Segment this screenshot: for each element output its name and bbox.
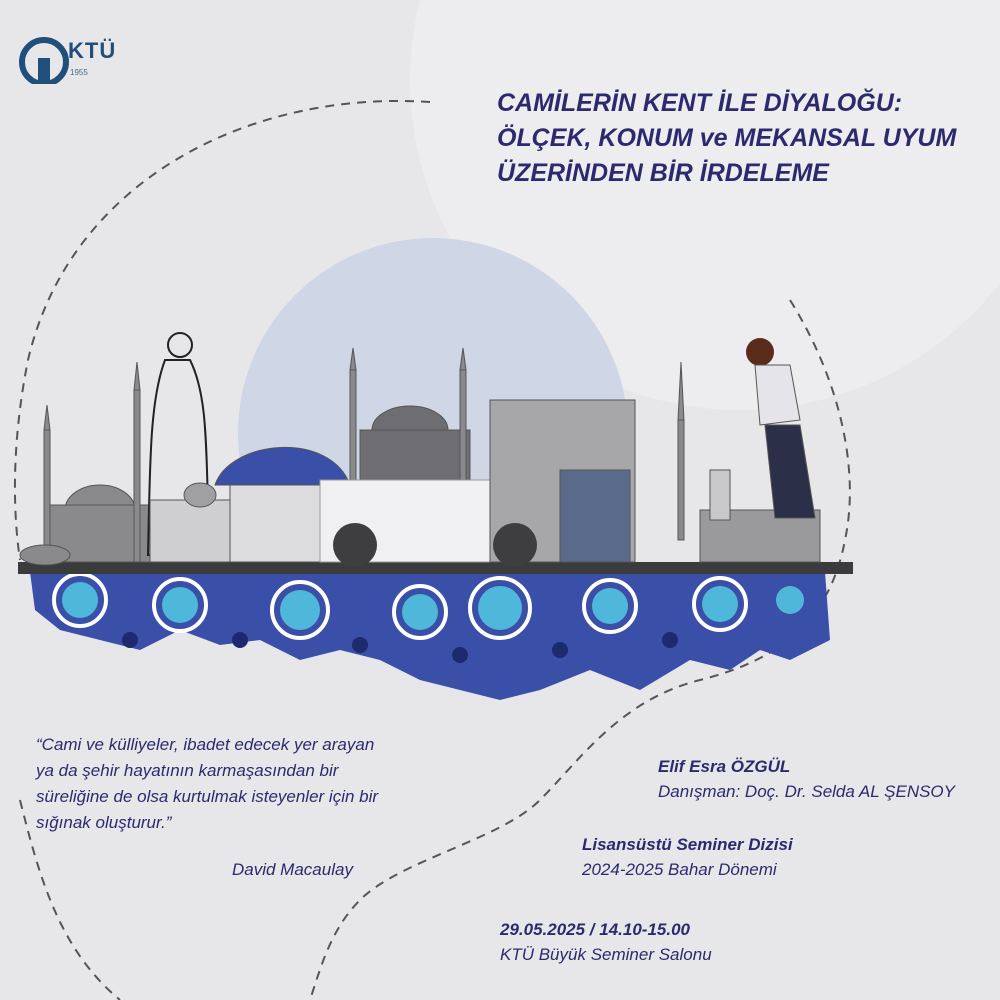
tree: [493, 523, 537, 567]
series-name: Lisansüstü Seminer Dizisi: [582, 835, 793, 854]
title-line-1: CAMİLERİN KENT İLE DİYALOĞU:: [497, 89, 903, 117]
quote-author: David Macaulay: [232, 860, 353, 879]
poster-title: [497, 86, 987, 191]
series-term: 2024-2025 Bahar Dönemi: [582, 860, 777, 879]
event-venue: KTÜ Büyük Seminer Salonu: [500, 945, 712, 964]
ground-bar: [18, 562, 853, 574]
logo-name: KTÜ: [68, 38, 117, 63]
presenter-name: Elif Esra ÖZGÜL: [658, 757, 791, 776]
title-line-3: ÜZERİNDEN BİR İRDELEME: [497, 159, 829, 187]
event-datetime: 29.05.2025 / 14.10-15.00: [500, 920, 690, 939]
advisor-name: Danışman: Doç. Dr. Selda AL ŞENSOY: [658, 782, 955, 801]
logo-year: 1955: [70, 68, 88, 77]
quote-text: “Cami ve külliyeler, ibadet edecek yer arayan ya da şehir hayatının karmaşasından bir süreliğine de olsa kurtulmak isteyenler için bir sığınak oluşturur.”: [36, 735, 379, 832]
title-line-2: ÖLÇEK, KONUM ve MEKANSAL UYUM: [497, 124, 957, 152]
tree: [333, 523, 377, 567]
ktu-logo-mark: [22, 40, 68, 88]
tile-pattern: [30, 572, 830, 700]
